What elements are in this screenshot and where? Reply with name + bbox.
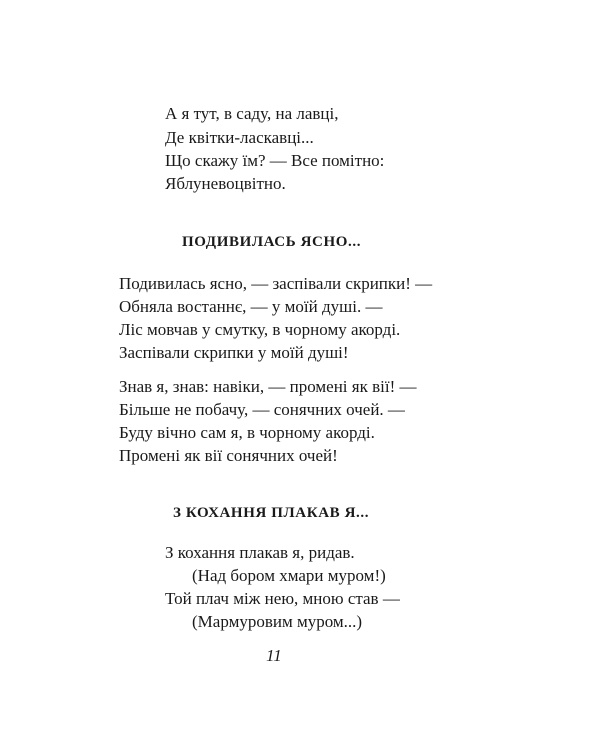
poem-line: Заспівали скрипки у моїй душі! bbox=[119, 343, 349, 362]
poem-line: Більше не побачу, — сонячних очей. — bbox=[119, 400, 405, 419]
poem-line: Ліс мовчав у смутку, в чорному акорді. bbox=[119, 320, 401, 339]
poem-line: Знав я, знав: навіки, — промені як вії! — bbox=[119, 377, 417, 396]
poem-line: Що скажу їм? — Все помітно: bbox=[165, 151, 385, 170]
poem-title: ПОДИВИЛАСЬ ЯСНО... bbox=[182, 234, 362, 250]
poem-line: Подивилась ясно, — заспівали скрипки! — bbox=[119, 274, 433, 293]
poem-line: Той плач між нею, мною став — bbox=[165, 589, 400, 608]
page-number: 11 bbox=[266, 646, 282, 665]
poem-line: Буду вічно сам я, в чорному акорді. bbox=[119, 423, 375, 442]
poem-line: (Мармуровим муром...) bbox=[192, 612, 363, 631]
poem-line: (Над бором хмари муром!) bbox=[192, 566, 386, 585]
poem-line: Промені як вії сонячних очей! bbox=[119, 446, 338, 465]
poem-line: Обняла востаннє, — у моїй душі. — bbox=[119, 297, 383, 316]
poem-line: Де квітки-ласкавці... bbox=[165, 128, 314, 147]
poem-line: З кохання плакав я, ридав. bbox=[165, 543, 355, 562]
poem-line: А я тут, в саду, на лавці, bbox=[165, 104, 339, 123]
poem-title: З КОХАННЯ ПЛАКАВ Я... bbox=[173, 505, 370, 521]
poem-line: Яблуневоцвітно. bbox=[165, 174, 286, 193]
